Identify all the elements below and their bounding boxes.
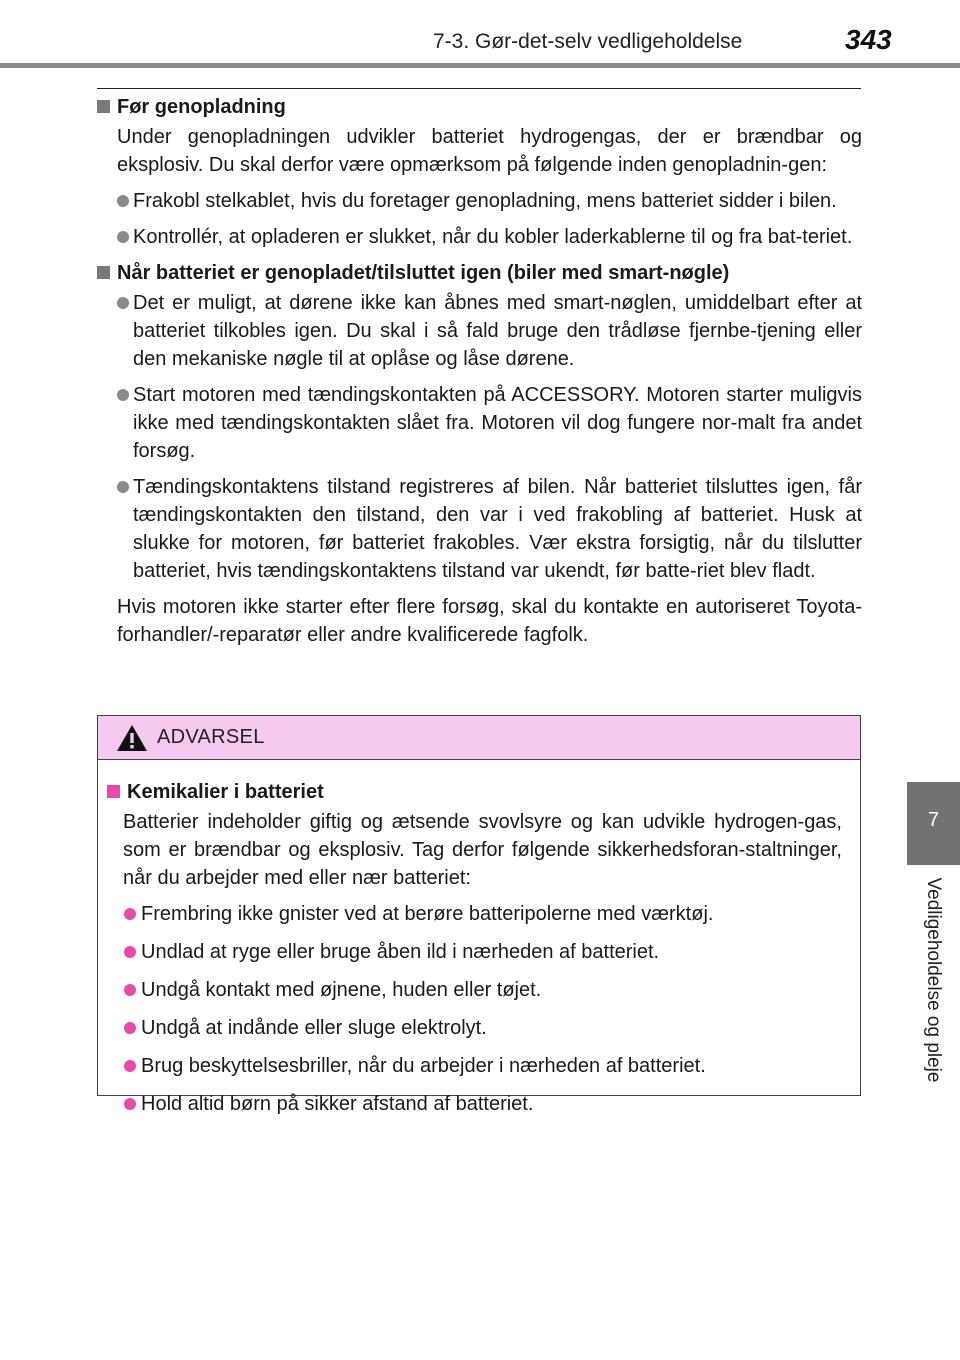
content-rule <box>97 88 861 89</box>
chapter-number: 7 <box>927 809 940 831</box>
paragraph: Hvis motoren ikke starter efter flere forsøg, skal du kontakte en autoriseret Toyota-forhandler/-reparatør eller andre kvalificerede fagfolk. <box>117 596 862 646</box>
warning-icon <box>116 724 148 752</box>
section-title: 7-3. Gør-det-selv vedligeholdelse <box>433 30 743 53</box>
warning-header <box>98 716 860 760</box>
warning-list-item <box>107 1014 842 1042</box>
list-item-text: Brug beskyttelsesbriller, når du arbejder i nærheden af batteriet. <box>141 1055 706 1077</box>
list-item-text: Frembring ikke gnister ved at berøre batteripolerne med værktøj. <box>141 903 714 925</box>
section-heading-text: Før genopladning <box>117 96 286 118</box>
warning-title: ADVARSEL <box>157 726 265 748</box>
list-item <box>97 187 862 215</box>
warning-list-item <box>107 976 842 1004</box>
list-item-text: Start motoren med tændingskontakten på ACCESSORY. Motoren starter muligvis ikke med tændingskontakten slået fra. Motoren vil dog fungere nor-malt fra andet forsøg. <box>133 384 862 462</box>
list-item-text: Frakobl stelkablet, hvis du foretager genopladning, mens batteriet sidder i bilen. <box>133 190 837 212</box>
circle-bullet-icon <box>117 389 129 401</box>
list-item-text: Tændingskontaktens tilstand registreres af bilen. Når batteriet tilsluttes igen, får tændingskontakten den tilstand, den var i ved frakobling af batteriet. Husk at slukke for motoren, før batteriet frakobles. Vær ekstra forsigtig, når du tilslutter batteriet, hvis tændingskontaktens tilstand var ukendt, før batte-riet blev fladt. <box>133 476 862 582</box>
circle-bullet-icon <box>124 1022 136 1034</box>
circle-bullet-icon <box>117 195 129 207</box>
paragraph: Under genopladningen udvikler batteriet hydrogengas, der er brændbar og eksplosiv. Du skal derfor være opmærksom på følgende inden genopladnin-gen: <box>117 126 862 176</box>
list-item <box>97 473 862 585</box>
circle-bullet-icon <box>117 297 129 309</box>
warning-body <box>98 760 860 1118</box>
square-bullet-icon <box>97 100 110 113</box>
list-item-text: Hold altid børn på sikker afstand af batteriet. <box>141 1093 534 1115</box>
section-heading <box>97 93 862 121</box>
circle-bullet-icon <box>124 1060 136 1072</box>
circle-bullet-icon <box>124 908 136 920</box>
warning-list-item <box>107 1052 842 1080</box>
square-bullet-icon <box>107 785 120 798</box>
square-bullet-icon <box>97 266 110 279</box>
warning-list-item <box>107 900 842 928</box>
list-item-text: Undgå kontakt med øjnene, huden eller tøjet. <box>141 979 542 1001</box>
chapter-tab[interactable] <box>907 782 960 865</box>
warning-heading-text: Kemikalier i batteriet <box>127 781 324 803</box>
warning-list-item <box>107 938 842 966</box>
warning-box <box>97 715 861 1115</box>
list-item <box>97 223 862 251</box>
chapter-label-text: Vedligeholdelse og pleje <box>923 877 944 1083</box>
main-content <box>97 93 862 657</box>
warning-list-item <box>107 1090 842 1118</box>
list-item-text: Kontrollér, at opladeren er slukket, når du kobler laderkablerne til og fra bat-teriet. <box>133 226 853 248</box>
circle-bullet-icon <box>124 1098 136 1110</box>
list-item <box>97 381 862 465</box>
section-heading <box>97 259 862 287</box>
list-item-text: Det er muligt, at dørene ikke kan åbnes med smart-nøglen, umiddelbart efter at batteriet tilkobles igen. Du skal i så fald bruge den trådløse fjernbe-tjening eller den mekaniske nøgle til at oplåse og låse dørene. <box>133 292 862 370</box>
list-item <box>97 289 862 373</box>
header-rule <box>0 63 960 68</box>
list-item-text: Undgå at indånde eller sluge elektrolyt. <box>141 1017 487 1039</box>
circle-bullet-icon <box>124 984 136 996</box>
list-item-text: Undlad at ryge eller bruge åben ild i nærheden af batteriet. <box>141 941 660 963</box>
circle-bullet-icon <box>124 946 136 958</box>
warning-heading <box>107 778 842 806</box>
circle-bullet-icon <box>117 231 129 243</box>
page-number: 343 <box>845 24 892 55</box>
circle-bullet-icon <box>117 481 129 493</box>
warning-paragraph: Batterier indeholder giftig og ætsende svovlsyre og kan udvikle hydrogen-gas, som er brændbar og eksplosiv. Tag derfor følgende sikkerhedsforan-staltninger, når du arbejder med eller nær batteriet: <box>123 811 842 889</box>
section-heading-text: Når batteriet er genopladet/tilsluttet igen (biler med smart-nøgle) <box>117 262 730 284</box>
